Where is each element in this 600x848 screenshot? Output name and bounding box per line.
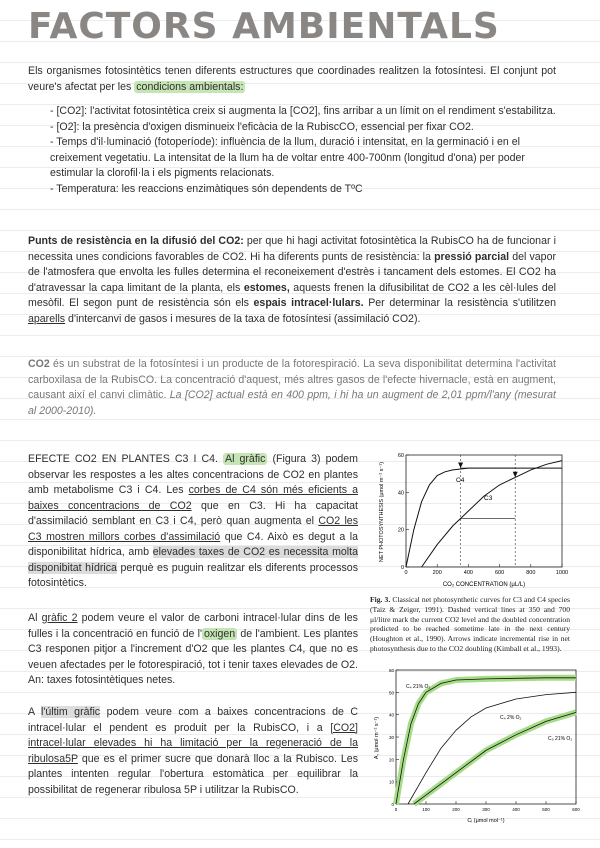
label-c4-21: C₄ 21% O₂ [406, 684, 431, 690]
resistance-section [28, 234, 556, 327]
y-axis-label: A, (μmol m⁻² s⁻¹) [374, 716, 380, 760]
list-item: - Temps d'il·luminació (fotoperíode): influència de la llum, duració i intensitat, en la germinació i en el creixement vegetatiu. La intensitat de la llum ha de voltar entre 400-700nm (longitud d'ona) per poder estimular la clorofil·la i els pigments relacionats. [50, 136, 525, 179]
y-tick-label: 20 [388, 757, 394, 763]
y-tick-label: 40 [397, 490, 404, 497]
figure-ci [370, 666, 580, 829]
label-c4-2: C₄ 2% O₂ [500, 715, 522, 721]
figure-3-chart [370, 450, 570, 590]
series-line-0 [406, 468, 562, 567]
resistance-paragraph: Punts de resistència en la difusió del CO2: per que hi hagi activitat fotosintètica la RubisCO ha de funcionar i necessita unes condicions favorables de CO2. Hi ha diferents punts de resistència: la pressió parcial del vapor de l'atmosfera que envolta les fulles determina el reconeixement d'estrès i tancament dels estomes. El CO2 ha d'atravessar la capa limitant de la planta, els estomes, aquests frenen la difusibilitat de CO2 a les cèl·lules del mesòfil. El segon punt de resistència són els espais intracel·lulars. Per determinar la resistència s'utilitzen aparells d'intercanvi de gasos i mesures de la taxa de fotosíntesi (assimilació CO2). [28, 235, 556, 325]
effect-heading: EFECTE CO2 EN PLANTES C3 I C4. [28, 453, 218, 465]
x-tick-label: 0 [394, 807, 398, 812]
graph2-paragraph: Al gràfic 2 podem veure el valor de carboni intracel·lular dins de les fulles i la concentració en funció de l' oxigen de l'ambient. Les plantes C3 responen pitjor a l'increment d'O2 que les plantes C4, que no es veuen afectades per le fotorespiració, tot i tenir taxes elevades de O2. An: taxes fotosintètiques netes. [28, 612, 358, 686]
y-tick-label: 0 [400, 565, 404, 571]
y-tick-label: 50 [388, 690, 394, 696]
x-axis-label: Cᵢ (μmol mol⁻¹) [467, 818, 505, 824]
y-tick-label: 20 [397, 527, 404, 534]
figure-3 [370, 450, 570, 654]
figure-3-caption: Fig. 3. Classical net photosynthetic curves for C3 and C4 species (Taiz & Zeiger, 1991). Dashed vertical lines at 350 and 700 μl/litre mark the current CO2 level and the doubled concentration predicted to be reached sometime late in the next century (Houghton et al., 1990). Arrows indicate incremental rise in net photosynthesis due to the CO2 doubling (Kimball et al., 1993). [370, 595, 570, 653]
x-tick-label: 400 [512, 807, 520, 812]
x-tick-label: 600 [572, 807, 580, 812]
y-tick-label: 60 [388, 668, 394, 673]
series-line-1 [422, 461, 562, 567]
resistance-heading: Punts de resistència en la difusió del CO2: [28, 235, 244, 247]
graph2-section [28, 611, 358, 689]
y-tick-label: 40 [388, 712, 394, 718]
y-tick-label: 10 [388, 779, 394, 785]
co2-note-section [28, 357, 556, 419]
series-line-2 [414, 712, 576, 804]
y-tick-label: 60 [397, 453, 404, 459]
x-tick-label: 0 [404, 570, 408, 576]
page-title: FACTORS AMBIENTALS [28, 6, 500, 47]
list-item: - [O2]: la presència d'oxigen disminueix l'eficàcia de la RubiscCO, essencial per fixar CO2. [50, 120, 474, 133]
arrow-marker [458, 462, 463, 468]
x-tick-label: 1000 [555, 570, 569, 576]
effect-paragraph: EFECTE CO2 EN PLANTES C3 I C4. Al gràfic (Figura 3) podem observar les respostes a les altes concentracions de CO2 en plantes amb metabolisme C3 i C4. Les corbes de C4 són més eficients a baixes concentracions de CO2 que en C3. Hi ha capacitat d'assimilació semblant en C3 i C4, però quan augmenta el CO2 les C3 mostren millors corbes d'assimilació que C4. Això es degut a la disponibilitat hídrica, amb elevades taxes de CO2 es necessita molta disponibitat hídrica perquè es puguin realitzar els diferents processos fotosintètics. [28, 453, 359, 589]
y-axis-label: NET PHOTOSYNTHESIS (μmol m⁻² s⁻¹) [379, 461, 385, 563]
plot-frame [406, 455, 562, 567]
x-tick-label: 500 [542, 807, 550, 812]
highlight-condicions: condicions ambientals: [136, 80, 244, 93]
figure-ci-chart [370, 666, 582, 824]
y-tick-label: 0 [391, 802, 394, 807]
list-item: - [CO2]: l'activitat fotosintètica creix si augmenta la [CO2], fins arribar a un límit on el rendiment s'estabilitza. [50, 105, 556, 117]
co2-note-paragraph: CO2 és un substrat de la fotosíntesi i un producte de la fotorespiració. La seva disponibilitat determina l'activitat carboxilasa de la RubisCO. La concentració d'aquest, més altres gasos de l'efecte hivernacle, està en augment, causant així el canvi climàtic. La [CO2] actual està en 400 ppm, i hi ha un augment de 2,01 ppm/l'any (mesurat al 2000-2010). [28, 358, 556, 417]
x-tick-label: 200 [452, 807, 460, 812]
graph3-section [28, 705, 358, 798]
factor-list [50, 104, 556, 197]
label-c4: C4 [456, 477, 465, 484]
x-tick-label: 400 [463, 570, 473, 576]
effect-section [28, 452, 358, 592]
x-tick-label: 800 [526, 570, 536, 576]
x-axis-label: CO₂ CONCENTRATION (μL/L) [442, 582, 526, 588]
x-tick-label: 200 [432, 570, 442, 576]
x-tick-label: 100 [422, 807, 430, 812]
series-highlight [414, 712, 576, 804]
label-c3-21: C₃ 21% O₂ [548, 736, 573, 742]
x-tick-label: 300 [482, 807, 490, 812]
graph3-paragraph: A l'últim gràfic podem veure com a baixes concentracions de C intracel·lular el pendent es produit per la RubisCO, i a [CO2] intracel·lular elevades hi ha limitació per la regeneració de la ribulosa5P que es el primer sucre que donarà lloc a la Rubisco. Les plantes intenten regular l'obertura estomàtica per equilibrar la possibilitat de regenerar ribulosa 5P i utilitzar la RubisCO. [28, 706, 358, 796]
y-tick-label: 30 [388, 735, 394, 740]
intro-section [28, 64, 556, 197]
list-item: - Temperatura: les reaccions enzimàtiques són dependents de TºC [50, 182, 363, 195]
intro-paragraph: Els organismes fotosintètics tenen diferents estructures que coordinades realitzen la fotosíntesi. El conjunt pot veure's afectat per les condicions ambientals: [28, 65, 556, 93]
label-c3: C3 [484, 495, 493, 502]
x-tick-label: 600 [495, 570, 505, 576]
